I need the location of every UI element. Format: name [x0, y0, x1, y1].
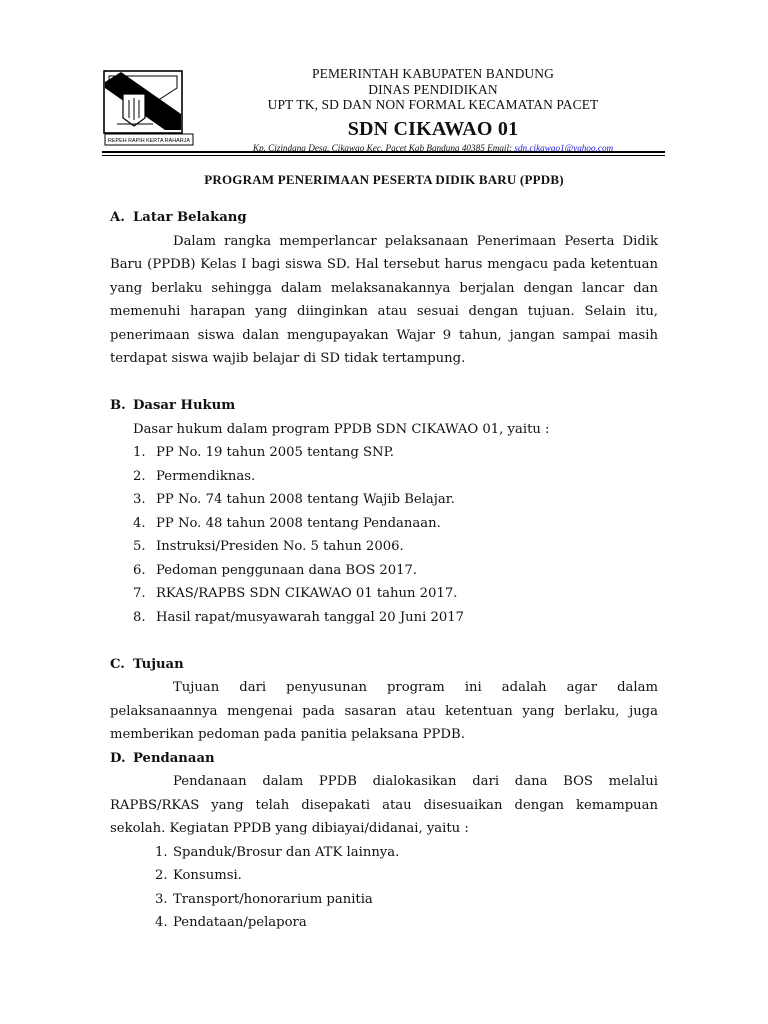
list-item: [110, 582, 658, 606]
letterhead-school-name: SDN CIKAWAO 01: [347, 117, 519, 140]
document-title: PROGRAM PENERIMAAN PESERTA DIDIK BARU (PPDB): [204, 172, 564, 187]
section-heading-latar-belakang: [110, 206, 658, 230]
list-number: 8.: [133, 609, 146, 625]
list-item: [110, 888, 658, 912]
dasar-hukum-intro: Dasar hukum dalam program PPDB SDN CIKAWAO 01, yaitu :: [133, 421, 550, 437]
letterhead-government: PEMERINTAH KABUPATEN BANDUNG: [312, 66, 554, 81]
list-text: PP No. 19 tahun 2005 tentang SNP.: [156, 445, 394, 460]
letterhead-rule-thin: [102, 155, 665, 156]
list-number: 1.: [155, 844, 168, 860]
email-link[interactable]: sdn.cikawao1@yahoo.com: [514, 142, 614, 153]
list-text: Spanduk/Brosur dan ATK lainnya.: [173, 844, 400, 860]
list-number: 4.: [133, 515, 146, 531]
section-title: Tujuan: [133, 656, 184, 672]
section-letter: C.: [110, 656, 125, 672]
list-text: Pendataan/pelapora: [173, 915, 307, 930]
section-heading-tujuan: [110, 653, 658, 677]
list-text: Permendiknas.: [156, 468, 256, 484]
list-item: [110, 488, 658, 512]
list-text: Instruksi/Presiden No. 5 tahun 2006.: [156, 539, 404, 554]
list-number: 4.: [155, 915, 168, 930]
list-item: [110, 841, 658, 865]
document-body: [110, 206, 658, 935]
list-item: [110, 441, 658, 465]
list-number: 5.: [133, 539, 146, 554]
list-text: Transport/honorarium panitia: [173, 891, 373, 907]
list-number: 2.: [155, 868, 168, 883]
list-text: Konsumsi.: [173, 868, 242, 883]
section-letter: D.: [110, 750, 126, 766]
list-text: Pedoman penggunaan dana BOS 2017.: [156, 562, 418, 578]
list-number: 2.: [133, 468, 146, 484]
paragraph-tujuan: Tujuan dari penyusunan program ini adalah agar dalam pelaksanaannya mengenai pada sasaran atau ketentuan yang berlaku, juga memberikan pedoman pada panitia pelaksana PPDB.: [110, 680, 658, 742]
address-text: Kp. Cizindang Desa. Cikawao Kec. Pacet Kab Bandung 40385 Email:: [252, 142, 515, 153]
list-number: 3.: [133, 492, 146, 507]
dasar-hukum-list: [110, 441, 658, 629]
letterhead-rule-thick: [102, 151, 665, 153]
paragraph-pendanaan: Pendanaan dalam PPDB dialokasikan dari dana BOS melalui RAPBS/RKAS yang telah disepakati atau disesuaikan dengan kemampuan sekolah. Kegiatan PPDB yang dibiayai/didanai, yaitu :: [110, 774, 658, 836]
section-letter: B.: [110, 398, 126, 413]
list-item: [110, 864, 658, 888]
paragraph-latar-belakang: Dalam rangka memperlancar pelaksanaan Penerimaan Peserta Didik Baru (PPDB) Kelas I bagi siswa SD. Hal tersebut harus mengacu pada ketentuan yang berlaku sehingga dalam melaksanakannya berjalan dengan lancar dan memenuhi harapan yang diinginkan atau sesuai dengan tujuan. Selain itu, penerimaan siswa dalan mengupayakan Wajar 9 tahun, jangan sampai masih terdapat siswa wajib belajar di SD tidak tertampung.: [110, 233, 658, 366]
section-title: Latar Belakang: [133, 210, 247, 225]
list-text: RKAS/RAPBS SDN CIKAWAO 01 tahun 2017.: [156, 586, 458, 601]
letterhead-department: DINAS PENDIDIKAN: [368, 81, 498, 97]
list-number: 7.: [133, 586, 146, 601]
letterhead-unit: UPT TK, SD DAN NON FORMAL KECAMATAN PACET: [267, 97, 599, 112]
section-title: Pendanaan: [133, 750, 215, 766]
list-number: 6.: [133, 562, 146, 578]
list-item: [110, 535, 658, 559]
list-item: [110, 512, 658, 536]
list-item: [110, 911, 658, 935]
list-text: PP No. 74 tahun 2008 tentang Wajib Belajar.: [156, 492, 455, 507]
school-logo-emblem: [103, 70, 197, 148]
list-text: PP No. 48 tahun 2008 tentang Pendanaan.: [156, 515, 441, 531]
pendanaan-list: [110, 841, 658, 935]
list-item: [110, 559, 658, 583]
section-letter: A.: [110, 210, 125, 225]
list-text: Hasil rapat/musyawarah tanggal 20 Juni 2017: [156, 609, 465, 625]
letterhead: [200, 66, 666, 154]
list-number: 1.: [133, 445, 146, 460]
logo-motto: REPEH RAPIH KERTA RAHARJA: [108, 138, 190, 144]
list-item: [110, 465, 658, 489]
list-item: [110, 606, 658, 630]
section-heading-pendanaan: [110, 747, 658, 771]
section-heading-dasar-hukum: [110, 394, 658, 418]
section-title: Dasar Hukum: [133, 398, 236, 413]
list-number: 3.: [155, 891, 168, 907]
